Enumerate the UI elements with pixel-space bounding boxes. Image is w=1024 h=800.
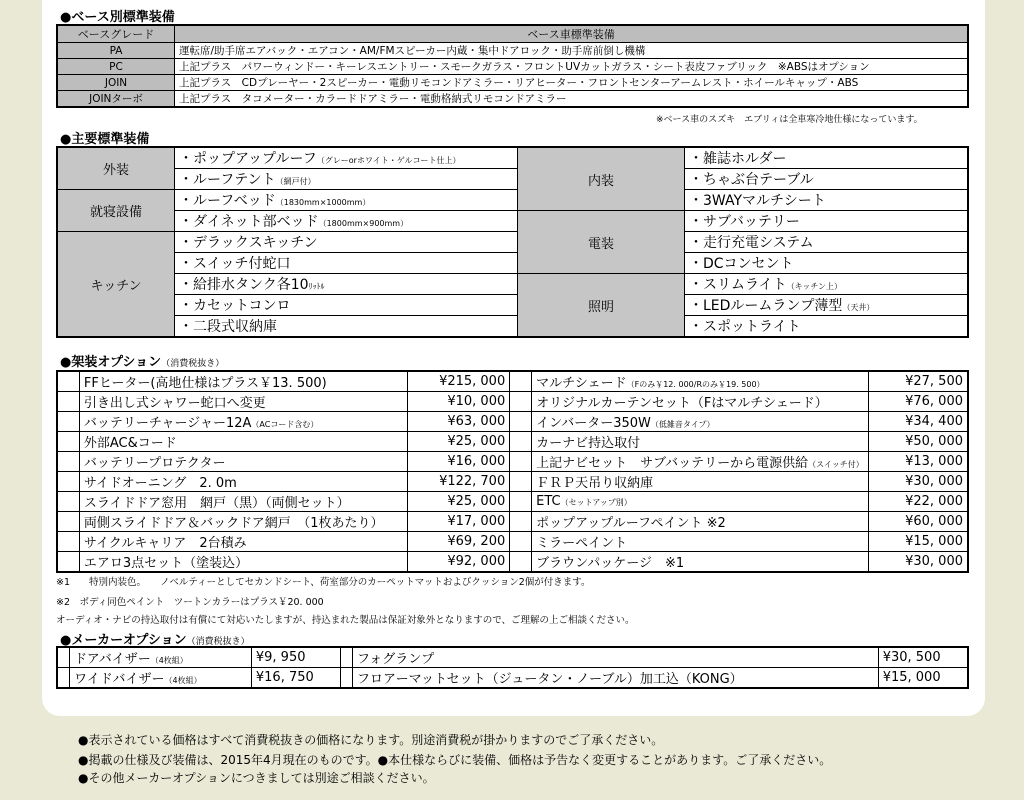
equip-item: ・スイッチ付蛇口 (175, 253, 518, 274)
r-name-cell: フロアーマットセット（ジュータン・ノーブル）加工込（KONG） (352, 668, 878, 689)
option-section-title: ●架装オプション（消費税抜き） (60, 355, 225, 370)
l-price-cell: ¥16, 000 (408, 452, 510, 472)
r-price-cell: ¥22, 000 (868, 492, 968, 512)
l-name-cell: FFヒーター(高地仕様はプラス￥13. 500) (79, 371, 407, 392)
equip-item: ・ルーフベッド（1830mm×1000mm） (175, 190, 518, 211)
equip-item: ・ダイネット部ベッド（1800mm×900mm） (175, 211, 518, 232)
table-row (57, 492, 968, 512)
r-name-cell: 上記ナビセット サブバッテリーから電源供給（スイッチ付） (532, 452, 869, 472)
blank-cell (510, 512, 532, 532)
blank-cell (510, 412, 532, 432)
r-name-cell: カーナビ持込取付 (532, 432, 869, 452)
table-row (57, 412, 968, 432)
table-row (57, 432, 968, 452)
table-row (57, 75, 968, 91)
table-row (57, 392, 968, 412)
r-price-cell: ¥60, 000 (868, 512, 968, 532)
l-price-cell: ¥10, 000 (408, 392, 510, 412)
grade-cell: PA (57, 43, 175, 59)
table-row (57, 668, 968, 689)
blank-cell (510, 432, 532, 452)
category-kitchen: キッチン (57, 232, 175, 338)
r-name-cell: ETC（セットアップ別） (532, 492, 869, 512)
l-name-cell: 両側スライドドア＆バックドア網戸 （1枚あたり） (79, 512, 407, 532)
footer-line: ●その他メーカーオプションにつきましては別途ご相談ください。 (78, 771, 435, 785)
category-electrical: 電装 (518, 211, 685, 274)
base-note: ※ベース車のスズキ エブリィは全車寒冷地仕様になっています。 (656, 115, 923, 125)
category-exterior: 外装 (57, 147, 175, 190)
l-name-cell: サイクルキャリア 2台積み (79, 532, 407, 552)
r-price-cell: ¥13, 000 (868, 452, 968, 472)
base-equipment-table (56, 24, 969, 108)
blank-cell (57, 392, 79, 412)
equip-item: ・デラックスキッチン (175, 232, 518, 253)
grade-cell: PC (57, 59, 175, 75)
blank-cell (57, 452, 79, 472)
table-row (57, 371, 968, 392)
equip-item: ・スリムライト（キッチン上） (685, 274, 969, 295)
equip-item: ・走行充電システム (685, 232, 969, 253)
l-name-cell: バッテリーチャージャー12A（ACコード含む） (79, 412, 407, 432)
r-name-cell: ブラウンパッケージ ※1 (532, 552, 869, 573)
blank-cell (57, 668, 70, 689)
l-price-cell: ¥16, 750 (251, 668, 340, 689)
category-lighting: 照明 (518, 274, 685, 338)
equip-cell: 上記プラス CDプレーヤー・2スピーカー・電動リモコンドアミラー・リアヒーター・フロントセンターアームレスト・ホイールキャップ・ABS (175, 75, 969, 91)
equip-item: ・3WAYマルチシート (685, 190, 969, 211)
table-row (57, 647, 968, 668)
r-name-cell: ポップアップルーフペイント ※2 (532, 512, 869, 532)
blank-cell (340, 647, 352, 668)
grade-cell: JOIN (57, 75, 175, 91)
equip-item: ・雑誌ホルダー (685, 147, 969, 169)
r-name-cell: ＦＲＰ天吊り収納庫 (532, 472, 869, 492)
base-section-title: ●ベース別標準装備 (60, 10, 175, 25)
header-grade: ベースグレード (57, 25, 175, 43)
maker-section-title: ●メーカーオプション（消費税抜き） (60, 633, 250, 648)
equip-item: ・ルーフテント（網戸付） (175, 169, 518, 190)
equip-item: ・サブバッテリー (685, 211, 969, 232)
footer-line: ●掲載の仕様及び装備は、2015年4月現在のものです。●本仕様ならびに装備、価格は予告なく変更することがあります。ご了承ください。 (78, 753, 832, 767)
table-row (57, 472, 968, 492)
r-name-cell: ミラーペイント (532, 532, 869, 552)
maker-option-table (56, 646, 969, 689)
l-price-cell: ¥9, 950 (251, 647, 340, 668)
r-name-cell: オリジナルカーテンセット（Fはマルチシェード） (532, 392, 869, 412)
l-name-cell: スライドドア窓用 網戸（黒）（両側セット） (79, 492, 407, 512)
blank-cell (57, 371, 79, 392)
equip-cell: 上記プラス パワーウィンドー・キーレスエントリー・スモークガラス・フロントUVカットガラス・シート表皮ファブリック ※ABSはオプション (175, 59, 969, 75)
l-price-cell: ¥122, 700 (408, 472, 510, 492)
equip-item: ・DCコンセント (685, 253, 969, 274)
equip-item: ・スポットライト (685, 316, 969, 338)
main-section-title: ●主要標準装備 (60, 132, 150, 147)
equip-item: ・二段式収納庫 (175, 316, 518, 338)
r-price-cell: ¥50, 000 (868, 432, 968, 452)
blank-cell (510, 532, 532, 552)
blank-cell (57, 512, 79, 532)
blank-cell (340, 668, 352, 689)
equip-item: ・ちゃぶ台テーブル (685, 169, 969, 190)
l-price-cell: ¥25, 000 (408, 492, 510, 512)
blank-cell (57, 532, 79, 552)
blank-cell (57, 412, 79, 432)
blank-cell (510, 452, 532, 472)
equip-item: ・LEDルームランプ薄型（天井） (685, 295, 969, 316)
r-price-cell: ¥30, 500 (878, 647, 968, 668)
header-equip: ベース車標準装備 (175, 25, 969, 43)
equip-item: ・給排水タンク各10ﾘｯﾄﾙ (175, 274, 518, 295)
r-name-cell: インバーター350W（低雑音タイプ） (532, 412, 869, 432)
option-table (56, 370, 969, 573)
blank-cell (57, 647, 70, 668)
equip-cell: 運転席/助手席エアバック・エアコン・AM/FMスピーカー内蔵・集中ドアロック・助手席前倒し機構 (175, 43, 969, 59)
equip-cell: 上記プラス タコメーター・カラードドアミラー・電動格納式リモコンドアミラー (175, 91, 969, 108)
option-note-1: ※1 特別内装色。 ノベルティーとしてセカンドシート、荷室部分のカーペットマットおよびクッション2個が付きます。 (56, 577, 591, 588)
blank-cell (57, 492, 79, 512)
l-name-cell: エアロ3点セット（塗装込） (79, 552, 407, 573)
blank-cell (57, 552, 79, 573)
blank-cell (57, 432, 79, 452)
table-row (57, 552, 968, 573)
blank-cell (57, 472, 79, 492)
r-price-cell: ¥27, 500 (868, 371, 968, 392)
r-price-cell: ¥76, 000 (868, 392, 968, 412)
main-equipment-table (56, 146, 969, 338)
r-price-cell: ¥15, 000 (878, 668, 968, 689)
r-price-cell: ¥30, 000 (868, 472, 968, 492)
blank-cell (510, 371, 532, 392)
blank-cell (510, 552, 532, 573)
option-note-2: ※2 ボディ同色ペイント ツートンカラーはプラス￥20. 000 (56, 597, 324, 608)
table-row (57, 452, 968, 472)
blank-cell (510, 492, 532, 512)
category-sleeping: 就寝設備 (57, 190, 175, 232)
r-price-cell: ¥15, 000 (868, 532, 968, 552)
r-price-cell: ¥30, 000 (868, 552, 968, 573)
table-row (57, 91, 968, 108)
l-price-cell: ¥25, 000 (408, 432, 510, 452)
r-price-cell: ¥34, 400 (868, 412, 968, 432)
category-interior: 内装 (518, 147, 685, 211)
l-price-cell: ¥215, 000 (408, 371, 510, 392)
equip-item: ・ポップアップルーフ（グレーorホワイト・ゲルコート仕上） (175, 147, 518, 169)
l-name-cell: 外部AC&コード (79, 432, 407, 452)
l-name-cell: ワイドバイザー（4枚組） (70, 668, 252, 689)
r-name-cell: フォグランプ (352, 647, 878, 668)
l-price-cell: ¥92, 000 (408, 552, 510, 573)
option-note-3: オーディオ・ナビの持込取付は有償にて対応いたしますが、持込まれた製品は保証対象外となりますので、ご理解の上ご相談ください。 (56, 615, 635, 626)
l-price-cell: ¥63, 000 (408, 412, 510, 432)
blank-cell (510, 472, 532, 492)
l-name-cell: 引き出し式シャワー蛇口へ変更 (79, 392, 407, 412)
blank-cell (510, 392, 532, 412)
equip-item: ・カセットコンロ (175, 295, 518, 316)
l-name-cell: バッテリープロテクター (79, 452, 407, 472)
l-price-cell: ¥69, 200 (408, 532, 510, 552)
table-row (57, 512, 968, 532)
l-name-cell: ドアバイザー（4枚組） (70, 647, 252, 668)
table-row (57, 532, 968, 552)
footer-line: ●表示されている価格はすべて消費税抜きの価格になります。別途消費税が掛かりますのでご了承ください。 (78, 733, 664, 747)
table-row (57, 43, 968, 59)
l-name-cell: サイドオーニング 2. 0m (79, 472, 407, 492)
table-row (57, 59, 968, 75)
r-name-cell: マルチシェード（Fのみ￥12. 000/Rのみ￥19. 500） (532, 371, 869, 392)
grade-cell: JOINターボ (57, 91, 175, 108)
l-price-cell: ¥17, 000 (408, 512, 510, 532)
